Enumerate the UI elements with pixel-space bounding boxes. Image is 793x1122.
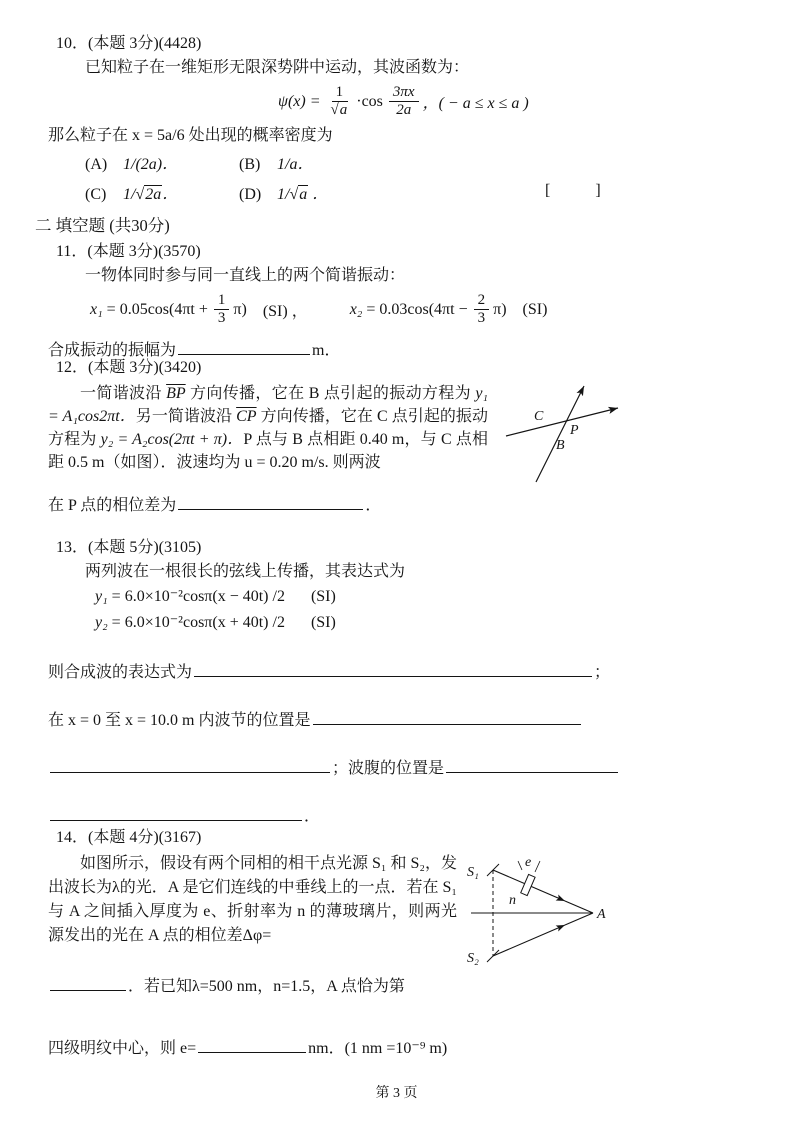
option-d-text: 1/√a ． [277, 185, 329, 203]
question-10 [48, 32, 740, 208]
equation-y2: y₂ = A₂cos(2πt + π)． [100, 431, 244, 448]
page-number-footer: 第 3 页 [375, 1086, 418, 1101]
si-label: (SI) ， [262, 303, 308, 321]
radicand: a [299, 185, 308, 203]
q12-answer-line [48, 493, 628, 519]
option-a-text: 1/(2a)． [123, 155, 179, 173]
question-13 [48, 536, 740, 830]
glass-slab [521, 874, 535, 895]
y2-variable: y₂ [95, 614, 108, 631]
thickness-tick-left [518, 861, 522, 870]
formula-mid: ·cos [356, 92, 383, 110]
options-row-cd [85, 182, 740, 208]
answer-blank [50, 976, 126, 991]
question-11 [48, 240, 740, 364]
question-13-intro: 两列波在一根很长的弦线上传播，其表达式为 [85, 563, 406, 580]
x2-variable: x₂ [349, 300, 363, 318]
q13-wave-2-formula [95, 610, 740, 636]
answer-bracket [545, 182, 601, 200]
x1-expression: = 0.05cos(4πt + [106, 300, 208, 318]
answer-blank [446, 758, 618, 773]
answer-prefix: 合成振动的振幅为 [48, 341, 177, 359]
section-2-title: 二 填空题 (共30分) [35, 216, 170, 235]
fraction-one-third: $\frac{1}{3}$ [214, 292, 230, 328]
radical-sign: √ [330, 102, 339, 119]
option-b-label: (B) [239, 155, 261, 173]
point-label-p: P [570, 423, 579, 438]
radicand: a [339, 102, 348, 119]
x2-expression: = 0.03cos(4πt − [366, 300, 468, 318]
si-label: (SI) [310, 588, 336, 605]
option-c-label: (C) [85, 185, 107, 203]
answer-blank [198, 1038, 306, 1053]
question-10-stem: 那么粒子在 x = 5a/6 处出现的概率密度为 [48, 126, 333, 144]
question-12-paragraph: 一简谐波沿 $\overline{BP}$ 方向传播，它在 B 点引起的振动方程为 y₁ = A₁cos2πt．另一简谐波沿 $\overline{CP}$ 方向传播，它在 C 点引起的振动方程为 y₂ = A₂cos(2πt + π)．P 点与 B 点相距 0.40 m，与 C 点相距 0.5 m（如图）．波速均为 u = 0.20 m/s. 则两波 [48, 385, 488, 471]
x2-expression-end: π) [493, 300, 507, 318]
q13-answer-line-3 [48, 756, 740, 782]
si-label: (SI) [310, 614, 336, 631]
answer-suffix: ． [365, 497, 382, 514]
source-label-s2: S₂ [467, 951, 479, 966]
answer-suffix: ； [594, 664, 611, 681]
option-c-text: 1/√2a． [123, 185, 179, 203]
ray-s2-to-a [493, 925, 565, 956]
q12-figure [498, 374, 628, 489]
answer-mid: ；波腹的位置是 [332, 760, 445, 777]
answer-blank [50, 806, 302, 821]
q13-answer-line-2 [48, 708, 740, 734]
question-14-header: 14．(本题 4分)(3167) [56, 829, 202, 846]
question-14 [48, 826, 740, 1062]
si-label: (SI) [522, 300, 548, 318]
thickness-label-e: e [525, 856, 532, 870]
answer-suffix: ． [304, 808, 321, 825]
answer-blank [194, 662, 592, 677]
fraction-two-thirds: $\frac{2}{3}$ [474, 292, 490, 328]
question-12-header: 12．(本题 3分)(3420) [56, 359, 202, 376]
answer-prefix: 在 P 点的相位差为 [48, 497, 177, 514]
question-12 [48, 356, 740, 519]
q14-figure [465, 856, 623, 984]
answer-blank [313, 710, 581, 725]
option-d-label: (D) [239, 185, 262, 203]
bracket-open: [ [545, 182, 551, 199]
equation-y1: y₁ = A₁cos2πt． [48, 385, 488, 425]
point-label-c: C [534, 409, 544, 424]
ray-s2-to-a-end [565, 913, 593, 925]
wave-cp-direction-arrow [506, 408, 618, 436]
option-a-label: (A) [85, 155, 108, 173]
refractive-index-label-n: n [509, 893, 516, 908]
radical-sign: √ [289, 185, 299, 203]
question-11-header: 11．(本题 3分)(3570) [56, 243, 201, 260]
fraction-one-over-sqrt-a: $\frac{1}{√a}$ [330, 84, 348, 119]
x1-expression-end: π) [233, 300, 247, 318]
thickness-tick-right [535, 861, 540, 872]
point-label-a: A [597, 907, 606, 922]
answer-blank [178, 340, 310, 355]
fraction-3pix-over-2a: $\frac{3\pi x}{2a}$ [389, 84, 419, 120]
q11-oscillation-formulas [90, 292, 740, 328]
options-row-ab [85, 152, 740, 178]
q13-answer-line-1 [48, 660, 740, 686]
y1-expression: = 6.0×10⁻²cosπ(x − 40t) /2 [111, 588, 285, 605]
answer-prefix: 四级明纹中心，则 e= [48, 1040, 197, 1057]
point-label-b: B [556, 438, 565, 453]
radical-sign: √ [135, 185, 145, 203]
q14-answer-line-2 [48, 1036, 623, 1062]
answer-blank [50, 758, 330, 773]
question-12-body [48, 382, 628, 519]
q13-wave-1-formula [95, 584, 740, 610]
question-13-header: 13．(本题 5分)(3105) [56, 539, 202, 556]
q10-wavefunction-formula [278, 84, 740, 120]
y1-variable: y₁ [95, 588, 108, 605]
bracket-close: ] [595, 182, 601, 199]
answer-blank [178, 495, 363, 510]
question-11-intro: 一物体同时参与同一直线上的两个简谐振动： [85, 267, 406, 284]
answer-suffix: ．若已知λ=500 nm，n=1.5，A 点恰为第 [128, 978, 405, 995]
answer-prefix: 在 x = 0 至 x = 10.0 m 内波节的位置是 [48, 712, 311, 729]
answer-suffix: m． [312, 341, 341, 359]
formula-lhs: ψ(x) = [278, 92, 321, 110]
question-10-intro: 已知粒子在一维矩形无限深势阱中运动，其波函数为： [85, 59, 470, 76]
option-b-text: 1/a． [277, 155, 314, 173]
y2-expression: = 6.0×10⁻²cosπ(x + 40t) /2 [111, 614, 285, 631]
answer-prefix: 则合成波的表达式为 [48, 664, 193, 681]
source-label-s1: S₁ [467, 865, 479, 880]
question-10-header: 10．(本题 3分)(4428) [56, 35, 202, 52]
answer-suffix: nm．(1 nm =10⁻⁹ m) [308, 1040, 448, 1057]
segment-cp-overline: $\overline{CP}$ [236, 408, 257, 425]
question-14-paragraph: 如图所示，假设有两个同相的相干点光源 S₁ 和 S₂，发出波长为λ的光．A 是它们连线的中垂线上的一点．若在 S₁ 与 A 之间插入厚度为 e、折射率为 n 的薄玻璃片，则两光源发出的光在 A 点的相位差Δφ= [48, 855, 457, 944]
x1-variable: x₁ [90, 300, 103, 318]
question-14-body [48, 852, 623, 1062]
formula-domain: ，( − a ≤ x ≤ a ) [422, 95, 529, 113]
radicand: 2a [145, 185, 162, 203]
segment-bp-overline: $\overline{BP}$ [166, 385, 186, 402]
ray-s1-to-a-end [565, 901, 593, 913]
